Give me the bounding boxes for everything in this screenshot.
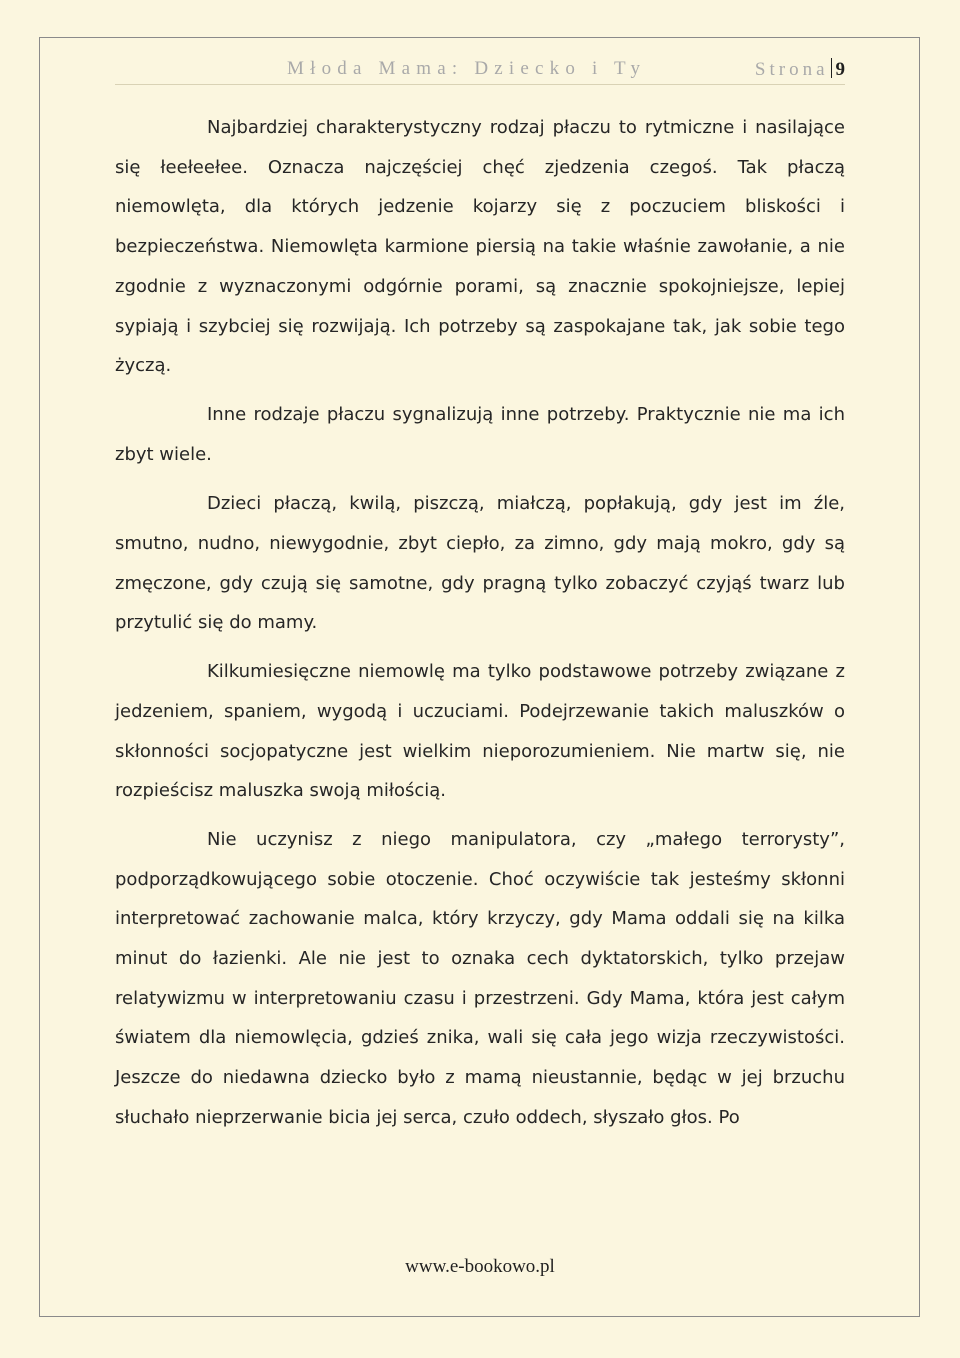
page-header	[115, 58, 845, 85]
page-indicator	[755, 58, 845, 81]
paragraph: Inne rodzaje płaczu sygnalizują inne potrzeby. Praktycznie nie ma ich zbyt wiele.	[115, 403, 845, 465]
footer-url[interactable]: www.e-bookowo.pl	[405, 1256, 555, 1277]
paragraph: Dzieci płaczą, kwilą, piszczą, miałczą, popłakują, gdy jest im źle, smutno, nudno, niewygodnie, zbyt ciepło, za zimno, gdy mają mokro, gdy są zmęczone, gdy czują się samotne, gdy pragną tylko zobaczyć czyjąś twarz lub przytulić się do mamy.	[115, 493, 845, 634]
page-label: Strona	[754, 59, 829, 80]
paragraph: Nie uczynisz z niego manipulatora, czy „małego terrorysty”, podporządkowującego sobie otoczenie. Choć oczywiście tak jesteśmy skłonni interpretować zachowanie malca, który krzyczy, gdy Mama oddali się na kilka minut do łazienki. Ale nie jest to oznaka cech dyktatorskich, tylko przejaw relatywizmu w interpretowaniu czasu i przestrzeni. Gdy Mama, która jest całym światem dla niemowlęcia, gdzieś znika, wali się cała jego wizja rzeczywistości. Jeszcze do niedawna dziecko było z mamą nieustannie, będąc w jej brzuchu słuchało nieprzerwanie bicia jej serca, czuło oddech, słyszało głos. Po	[115, 828, 845, 1128]
book-title: Młoda Mama: Dziecko i Ty	[287, 58, 647, 79]
header-separator	[831, 58, 832, 78]
paragraph: Kilkumiesięczne niemowlę ma tylko podstawowe potrzeby związane z jedzeniem, spaniem, wygodą i uczuciami. Podejrzewanie takich maluszków o skłonności socjopatyczne jest wielkim nieporozumieniem. Nie martw się, nie rozpieścisz maluszka swoją miłością.	[115, 661, 845, 802]
paragraph: Najbardziej charakterystyczny rodzaj płaczu to rytmiczne i nasilające się łeełeełee. Oznacza najczęściej chęć zjedzenia czegoś. Tak płaczą niemowlęta, dla których jedzenie kojarzy się z poczuciem bliskości i bezpieczeństwa. Niemowlęta karmione piersią na takie właśnie zawołanie, a nie zgodnie z wyznaczonymi odgórnie porami, są znacznie spokojniejsze, lepiej sypiają i szybciej się rozwijają. Ich potrzeby są zaspokajane tak, jak sobie tego życzą.	[115, 117, 845, 377]
body-text	[115, 108, 845, 1147]
page-number: 9	[835, 59, 845, 80]
